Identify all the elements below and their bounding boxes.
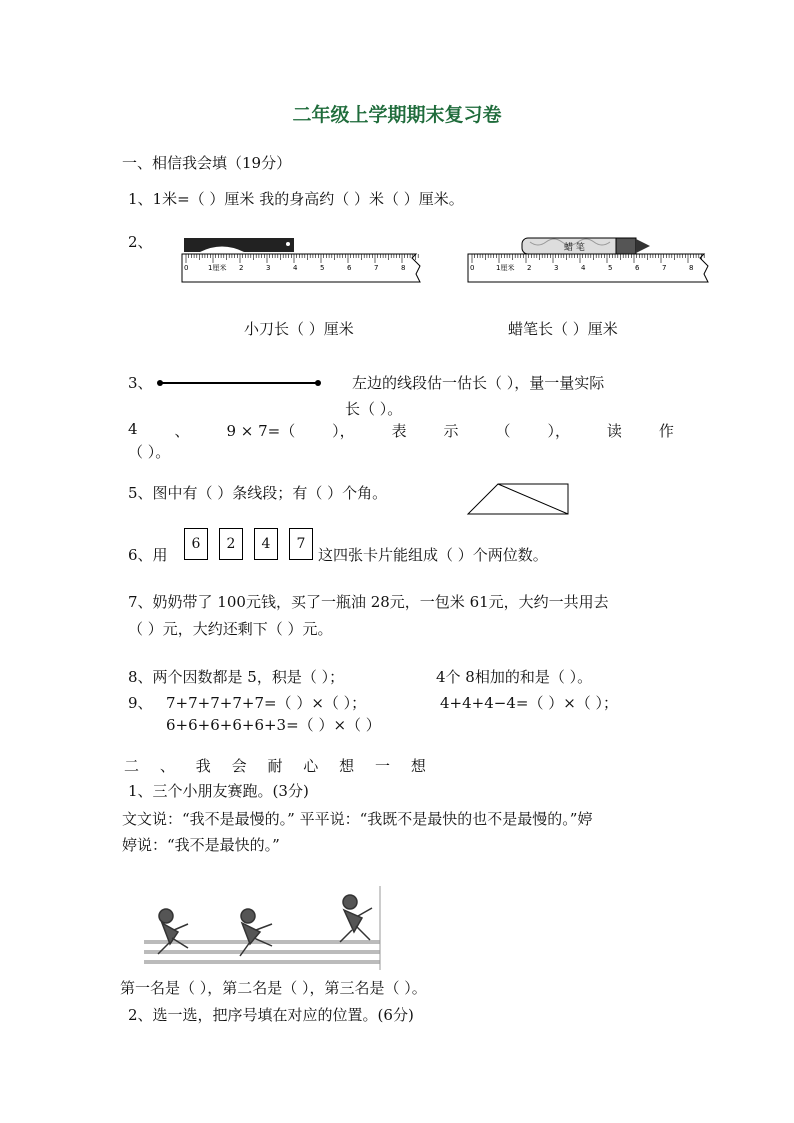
q4-part: 作: [658, 422, 674, 440]
ruler2-tick-label-2: 2: [527, 264, 532, 272]
ruler-tick-label-0: 0: [184, 264, 189, 272]
runner-2: [240, 909, 272, 956]
ruler2-tick-label-8: 8: [689, 264, 694, 272]
runner-1: [158, 909, 188, 954]
question-7-line1: 7、奶奶带了 100元钱，买了一瓶油 28元，一包米 61元，大约一共用去: [128, 593, 609, 611]
section2-q1-line2: 婷说：“我不是最快的。”: [122, 836, 280, 854]
ruler-tick-label-4: 4: [293, 264, 298, 272]
heading-char: 耐: [267, 757, 283, 775]
number-card: 4: [254, 528, 278, 560]
ruler2-tick-label-6: 6: [635, 264, 640, 272]
crayon-ruler-figure: [466, 234, 716, 290]
question-9c: 6+6+6+6+6+3=（ ）×（ ）: [166, 716, 381, 734]
heading-char: 想: [410, 757, 426, 775]
ruler2-tick-label-1: 1厘米: [496, 264, 515, 272]
crayon: [522, 238, 650, 254]
question-7-line2: （ ）元，大约还剩下（ ）元。: [128, 620, 333, 638]
question-8a: 8、两个因数都是 5，积是（ ）；: [128, 668, 345, 686]
page-title: 二年级上学期期末复习卷: [292, 104, 502, 126]
section2-q1-answer: 第一名是（ ），第二名是（ ），第三名是（ ）。: [120, 979, 427, 997]
trapezoid-figure: [466, 482, 572, 516]
question-9-number: 9、: [128, 694, 153, 712]
section2-q1-line1: 文文说：“我不是最慢的。” 平平说：“我既不是最快的也不是最慢的。”婷: [122, 810, 593, 828]
q4-part: ），: [547, 422, 570, 440]
runner-3: [340, 895, 372, 942]
question-8b: 4个 8相加的和是（ ）。: [436, 668, 593, 686]
number-card: 7: [289, 528, 313, 560]
ruler-tick-label-3: 3: [266, 264, 271, 272]
question-5: 5、图中有（ ）条线段；有（ ）个角。: [128, 484, 388, 502]
heading-char: 、: [159, 757, 175, 775]
question-3-line1: 左边的线段估一估长（ ），量一量实际: [352, 374, 605, 392]
ruler2-tick-label-5: 5: [608, 264, 613, 272]
ruler2-tick-label-7: 7: [662, 264, 667, 272]
section2-q1-heading: 1、三个小朋友赛跑。(3分): [128, 782, 309, 800]
q4-part: 4: [128, 420, 138, 438]
heading-char: 我: [195, 757, 211, 775]
question-4-line1: [128, 420, 674, 441]
q4-part: 读: [606, 422, 622, 440]
section2-heading: [124, 755, 426, 776]
q4-part: ），: [332, 422, 355, 440]
q4-part: 9 × 7=（: [226, 422, 296, 440]
ruler2-tick-label-0: 0: [470, 264, 475, 272]
running-children-illustration: [144, 886, 388, 974]
question-3-line2: 长（ ）。: [345, 400, 403, 418]
heading-char: 一: [375, 757, 391, 775]
segment-figure: [156, 376, 326, 390]
question-2-number: 2、: [128, 233, 153, 251]
ruler-tick-label-2: 2: [239, 264, 244, 272]
question-1: 1、1米=（ ）厘米 我的身高约（ ）米（ ）厘米。: [128, 190, 464, 208]
q4-part: 、: [174, 422, 190, 440]
heading-char: 想: [339, 757, 355, 775]
number-card: 2: [219, 528, 243, 560]
crayon-length-label: 蜡笔长（ ）厘米: [508, 320, 618, 338]
knife-ruler-figure: [180, 236, 430, 290]
q4-part: 示: [443, 422, 459, 440]
heading-char: 会: [231, 757, 247, 775]
question-3-number: 3、: [128, 374, 153, 392]
section2-q2-heading: 2、选一选，把序号填在对应的位置。(6分): [128, 1006, 414, 1024]
q4-part: 表: [391, 422, 407, 440]
q4-part: （: [495, 422, 511, 440]
ruler-tick-label-7: 7: [374, 264, 379, 272]
knife-length-label: 小刀长（ ）厘米: [244, 320, 354, 338]
section1-heading: 一、相信我会填（19分）: [122, 154, 292, 172]
ruler-tick-label-5: 5: [320, 264, 325, 272]
question-6-prefix: 6、用: [128, 546, 168, 564]
number-card: 6: [184, 528, 208, 560]
heading-char: 心: [303, 757, 319, 775]
question-4-line2: （ ）。: [128, 443, 171, 461]
ruler-tick-label-1: 1厘米: [208, 264, 227, 272]
question-9b: 4+4+4−4=（ ）×（ ）；: [440, 694, 619, 712]
ruler2-tick-label-3: 3: [554, 264, 559, 272]
crayon-label: 蜡 笔: [564, 243, 585, 253]
ruler-tick-label-6: 6: [347, 264, 352, 272]
heading-char: 二: [124, 757, 140, 775]
question-9a: 7+7+7+7+7=（ ）×（ ）；: [166, 694, 367, 712]
question-6-suffix: 这四张卡片能组成（ ）个两位数。: [318, 546, 548, 564]
ruler-tick-label-8: 8: [401, 264, 406, 272]
ruler2-tick-label-4: 4: [581, 264, 586, 272]
